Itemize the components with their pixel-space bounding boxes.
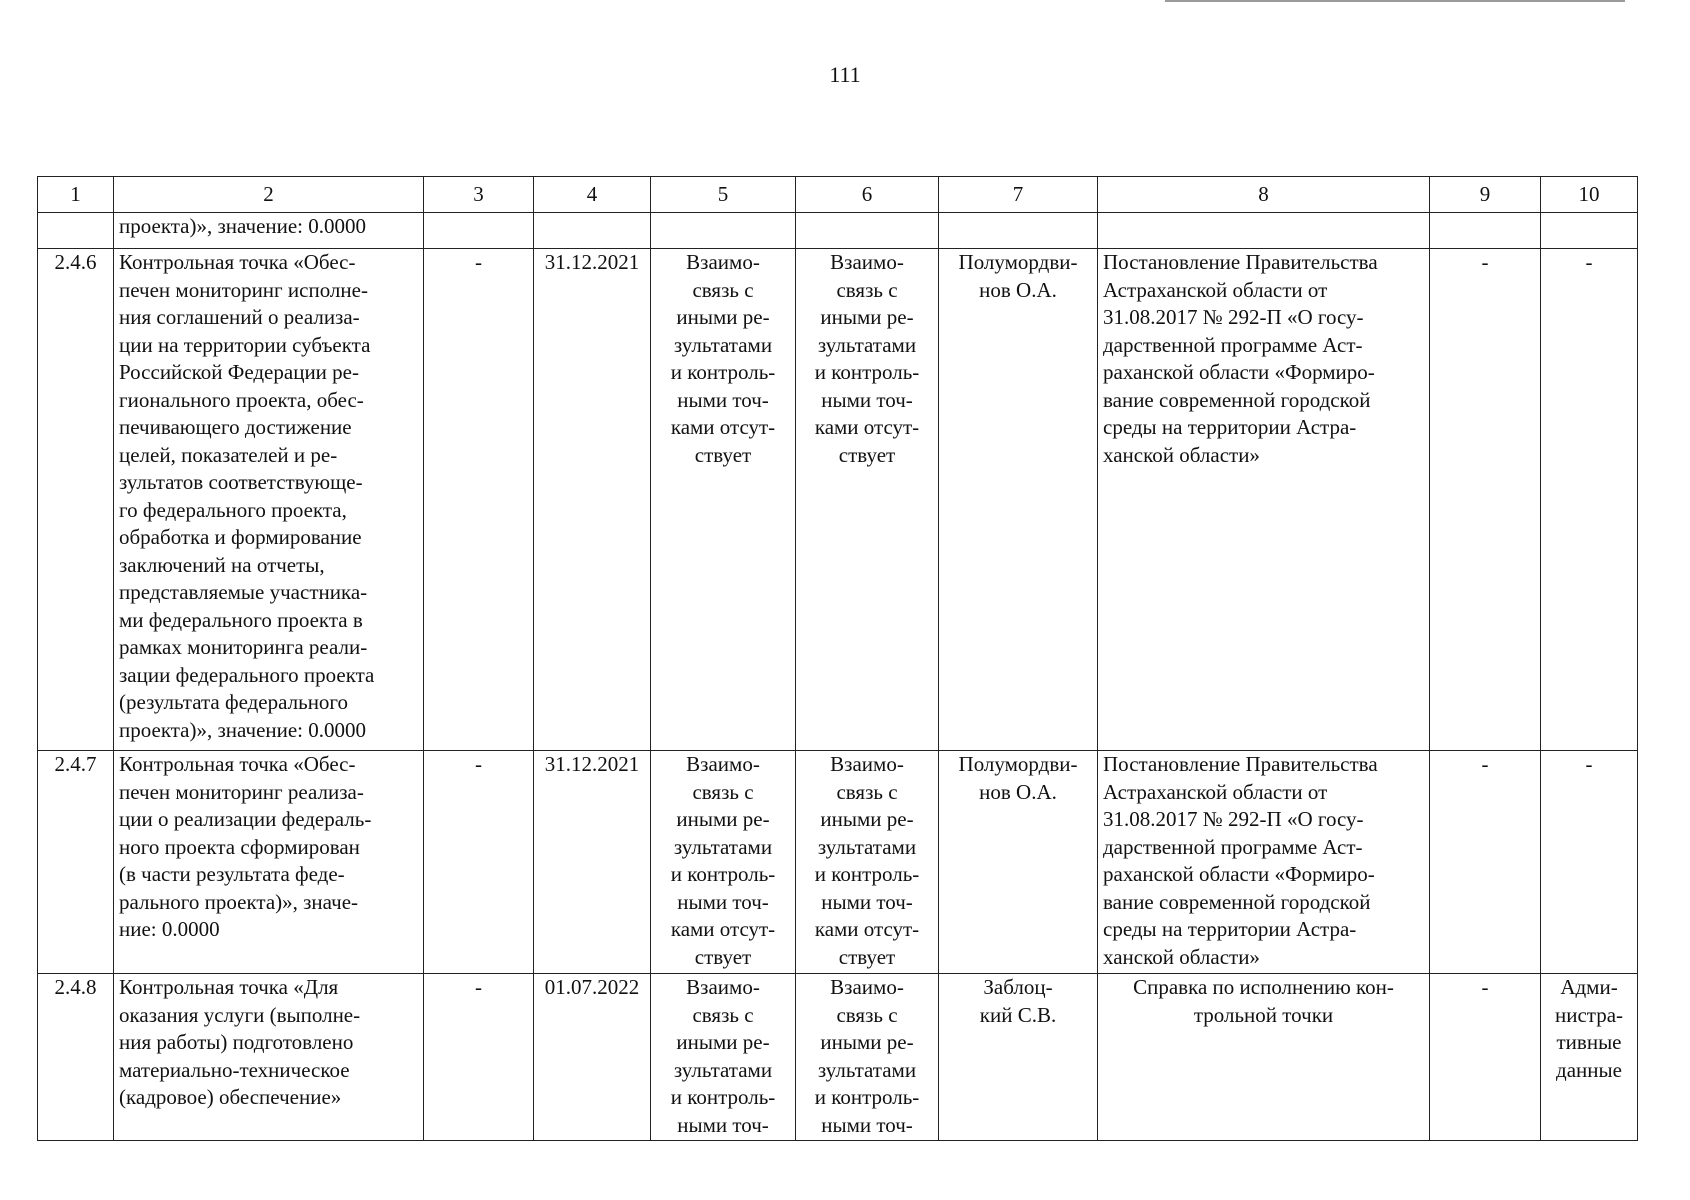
text-line: зации федерального проекта bbox=[119, 662, 375, 687]
text-line: оказания услуги (выполне- bbox=[119, 1002, 361, 1027]
column-number-1: 1 bbox=[38, 177, 114, 213]
text-line: нов О.А. bbox=[979, 779, 1057, 804]
text-line: ными точ- bbox=[677, 387, 769, 412]
text-line: среды на территории Астра- bbox=[1103, 415, 1357, 439]
text-line: ными точ- bbox=[821, 889, 913, 914]
column-number-6: 6 bbox=[796, 177, 939, 213]
text-line: зультатами bbox=[673, 834, 773, 859]
row-number: 2.4.7 bbox=[38, 751, 114, 974]
text-line: рального проекта)», значе- bbox=[119, 889, 359, 914]
text-line: среды на территории Астра- bbox=[1103, 917, 1357, 941]
text-line: иными ре- bbox=[676, 807, 770, 831]
text-line: зультатами bbox=[673, 1057, 773, 1082]
control-points-table bbox=[37, 176, 1638, 1141]
text-line: гионального проекта, обес- bbox=[119, 387, 364, 412]
text-line: вание современной городской bbox=[1103, 387, 1371, 412]
text-line: ние: 0.0000 bbox=[119, 917, 220, 941]
text-line: Постановление Правительства bbox=[1103, 250, 1378, 274]
responsible-person bbox=[939, 974, 1098, 1141]
column-number-3: 3 bbox=[424, 177, 534, 213]
level-cell bbox=[1430, 751, 1541, 974]
text-line: иными ре- bbox=[676, 1030, 770, 1054]
text-line: рамках мониторинга реали- bbox=[119, 635, 368, 659]
text-line: иными ре- bbox=[820, 807, 914, 831]
text-line: ханской области» bbox=[1103, 442, 1260, 467]
text-line: зультатами bbox=[817, 1057, 917, 1082]
text-line: заключений на отчеты, bbox=[119, 552, 325, 577]
data-source-cell bbox=[1541, 751, 1638, 974]
row-number: 2.4.8 bbox=[38, 974, 114, 1141]
text-line: нистра- bbox=[1554, 1002, 1624, 1027]
text-line: кий С.В. bbox=[979, 1002, 1057, 1027]
base-value-cell: - bbox=[424, 751, 534, 974]
text-line: печен мониторинг исполне- bbox=[119, 277, 368, 302]
table-row bbox=[38, 751, 1638, 974]
text-line: иными ре- bbox=[676, 305, 770, 329]
responsible-person bbox=[939, 249, 1098, 751]
text-line: ками отсут- bbox=[814, 415, 920, 439]
document-basis bbox=[1098, 751, 1430, 974]
header-row bbox=[38, 177, 1638, 213]
successors-cell bbox=[796, 751, 939, 974]
text-line: го федерального проекта, bbox=[119, 497, 347, 522]
text-line: ния соглашений о реализа- bbox=[119, 305, 360, 329]
continuation-text bbox=[114, 213, 424, 249]
text-line: связь с bbox=[836, 277, 898, 302]
level-cell bbox=[1430, 974, 1541, 1141]
text-line: ками отсут- bbox=[814, 917, 920, 941]
text-line: Взаимо- bbox=[686, 752, 760, 776]
control-point-description bbox=[114, 751, 424, 974]
text-line: целей, показателей и ре- bbox=[119, 442, 338, 467]
column-number-2: 2 bbox=[114, 177, 424, 213]
text-line: печен мониторинг реализа- bbox=[119, 779, 364, 804]
text-line: зультатами bbox=[817, 834, 917, 859]
text-line: связь с bbox=[836, 1002, 898, 1027]
text-line: иными ре- bbox=[820, 1030, 914, 1054]
text-line: ствует bbox=[838, 944, 896, 969]
continuation-row bbox=[38, 213, 1638, 249]
column-number-10: 10 bbox=[1541, 177, 1638, 213]
document-basis bbox=[1098, 249, 1430, 751]
text-line: ми федерального проекта в bbox=[119, 607, 363, 632]
text-line: Российской Федерации ре- bbox=[119, 360, 359, 384]
text-line: 31.08.2017 № 292-П «О госу- bbox=[1103, 305, 1364, 329]
text-line: ными точ- bbox=[677, 889, 769, 914]
text-line: Контрольная точка «Обес- bbox=[119, 752, 356, 776]
text-line: - bbox=[1481, 975, 1489, 999]
text-line: зультатами bbox=[817, 332, 917, 357]
text-line: проекта)», значение: 0.0000 bbox=[119, 214, 367, 238]
text-line: и контроль- bbox=[814, 1085, 920, 1109]
text-line: зультатов соответствующе- bbox=[119, 470, 363, 494]
text-line: проекта)», значение: 0.0000 bbox=[119, 717, 367, 742]
text-line: ствует bbox=[838, 442, 896, 467]
text-line: ния работы) подготовлено bbox=[119, 1030, 354, 1054]
text-line: связь с bbox=[692, 1002, 754, 1027]
predecessors-cell bbox=[651, 974, 796, 1141]
text-line: Справка по исполнению кон- bbox=[1133, 975, 1394, 999]
predecessors-cell bbox=[651, 751, 796, 974]
control-point-description bbox=[114, 974, 424, 1141]
text-line: ствует bbox=[694, 442, 752, 467]
text-line: представляемые участника- bbox=[119, 580, 368, 604]
text-line: нов О.А. bbox=[979, 277, 1057, 302]
column-number-9: 9 bbox=[1430, 177, 1541, 213]
base-value-cell: - bbox=[424, 249, 534, 751]
text-line: дарственной программе Аст- bbox=[1103, 332, 1363, 357]
text-line: ствует bbox=[694, 944, 752, 969]
scan-top-edge-line bbox=[1165, 0, 1625, 2]
text-line: Контрольная точка «Для bbox=[119, 975, 339, 999]
control-point-description bbox=[114, 249, 424, 751]
column-number-8: 8 bbox=[1098, 177, 1430, 213]
text-line: трольной точки bbox=[1193, 1002, 1334, 1027]
text-line: ции на территории субъекта bbox=[119, 332, 371, 357]
successors-cell bbox=[796, 249, 939, 751]
text-line: дарственной программе Аст- bbox=[1103, 834, 1363, 859]
text-line: и контроль- bbox=[814, 862, 920, 886]
text-line: связь с bbox=[692, 277, 754, 302]
text-line: Взаимо- bbox=[830, 752, 904, 776]
level-cell bbox=[1430, 249, 1541, 751]
base-value-cell: - bbox=[424, 974, 534, 1141]
text-line: ханской области» bbox=[1103, 944, 1260, 969]
table-row bbox=[38, 249, 1638, 751]
document-basis bbox=[1098, 974, 1430, 1141]
text-line: 31.08.2017 № 292-П «О госу- bbox=[1103, 807, 1364, 831]
column-number-7: 7 bbox=[939, 177, 1098, 213]
data-source-cell bbox=[1541, 974, 1638, 1141]
text-line: Взаимо- bbox=[686, 975, 760, 999]
text-line: связь с bbox=[836, 779, 898, 804]
text-line: (кадровое) обеспечение» bbox=[119, 1085, 342, 1109]
text-line: и контроль- bbox=[670, 360, 776, 384]
deadline-date: 31.12.2021 bbox=[534, 751, 651, 974]
text-line: вание современной городской bbox=[1103, 889, 1371, 914]
text-line: зультатами bbox=[673, 332, 773, 357]
text-line: Постановление Правительства bbox=[1103, 752, 1378, 776]
text-line: Взаимо- bbox=[830, 250, 904, 274]
deadline-date: 31.12.2021 bbox=[534, 249, 651, 751]
table-row bbox=[38, 974, 1638, 1141]
text-line: связь с bbox=[692, 779, 754, 804]
text-line: Астраханской области от bbox=[1103, 277, 1328, 302]
text-line: - bbox=[1481, 752, 1489, 776]
text-line: Взаимо- bbox=[686, 250, 760, 274]
predecessors-cell bbox=[651, 249, 796, 751]
text-line: ными точ- bbox=[821, 1112, 913, 1137]
text-line: ными точ- bbox=[821, 387, 913, 412]
column-number-5: 5 bbox=[651, 177, 796, 213]
text-line: раханской области «Формиро- bbox=[1103, 862, 1375, 886]
text-line: иными ре- bbox=[820, 305, 914, 329]
text-line: Полумордви- bbox=[958, 752, 1078, 776]
text-line: ками отсут- bbox=[670, 917, 776, 941]
text-line: печивающего достижение bbox=[119, 415, 352, 439]
text-line: - bbox=[1481, 250, 1489, 274]
column-number-4: 4 bbox=[534, 177, 651, 213]
text-line: Астраханской области от bbox=[1103, 779, 1328, 804]
text-line: ками отсут- bbox=[670, 415, 776, 439]
text-line: и контроль- bbox=[670, 1085, 776, 1109]
text-line: данные bbox=[1556, 1057, 1622, 1082]
data-source-cell bbox=[1541, 249, 1638, 751]
text-line: (в части результата феде- bbox=[119, 862, 345, 886]
text-line: и контроль- bbox=[814, 360, 920, 384]
row-number: 2.4.6 bbox=[38, 249, 114, 751]
text-line: Адми- bbox=[1560, 975, 1618, 999]
text-line: обработка и формирование bbox=[119, 525, 362, 549]
text-line: ного проекта сформирован bbox=[119, 834, 360, 859]
text-line: - bbox=[1585, 752, 1593, 776]
text-line: ции о реализации федераль- bbox=[119, 807, 372, 831]
page-number: 111 bbox=[829, 62, 861, 87]
text-line: материально-техническое bbox=[119, 1057, 350, 1082]
deadline-date: 01.07.2022 bbox=[534, 974, 651, 1141]
text-line: - bbox=[1585, 250, 1593, 274]
text-line: раханской области «Формиро- bbox=[1103, 360, 1375, 384]
text-line: Полумордви- bbox=[958, 250, 1078, 274]
text-line: Взаимо- bbox=[830, 975, 904, 999]
text-line: тивные bbox=[1556, 1030, 1622, 1054]
successors-cell bbox=[796, 974, 939, 1141]
text-line: ными точ- bbox=[677, 1112, 769, 1137]
text-line: (результата федерального bbox=[119, 690, 349, 714]
text-line: Заблоц- bbox=[983, 975, 1053, 999]
responsible-person bbox=[939, 751, 1098, 974]
text-line: Контрольная точка «Обес- bbox=[119, 250, 356, 274]
text-line: и контроль- bbox=[670, 862, 776, 886]
